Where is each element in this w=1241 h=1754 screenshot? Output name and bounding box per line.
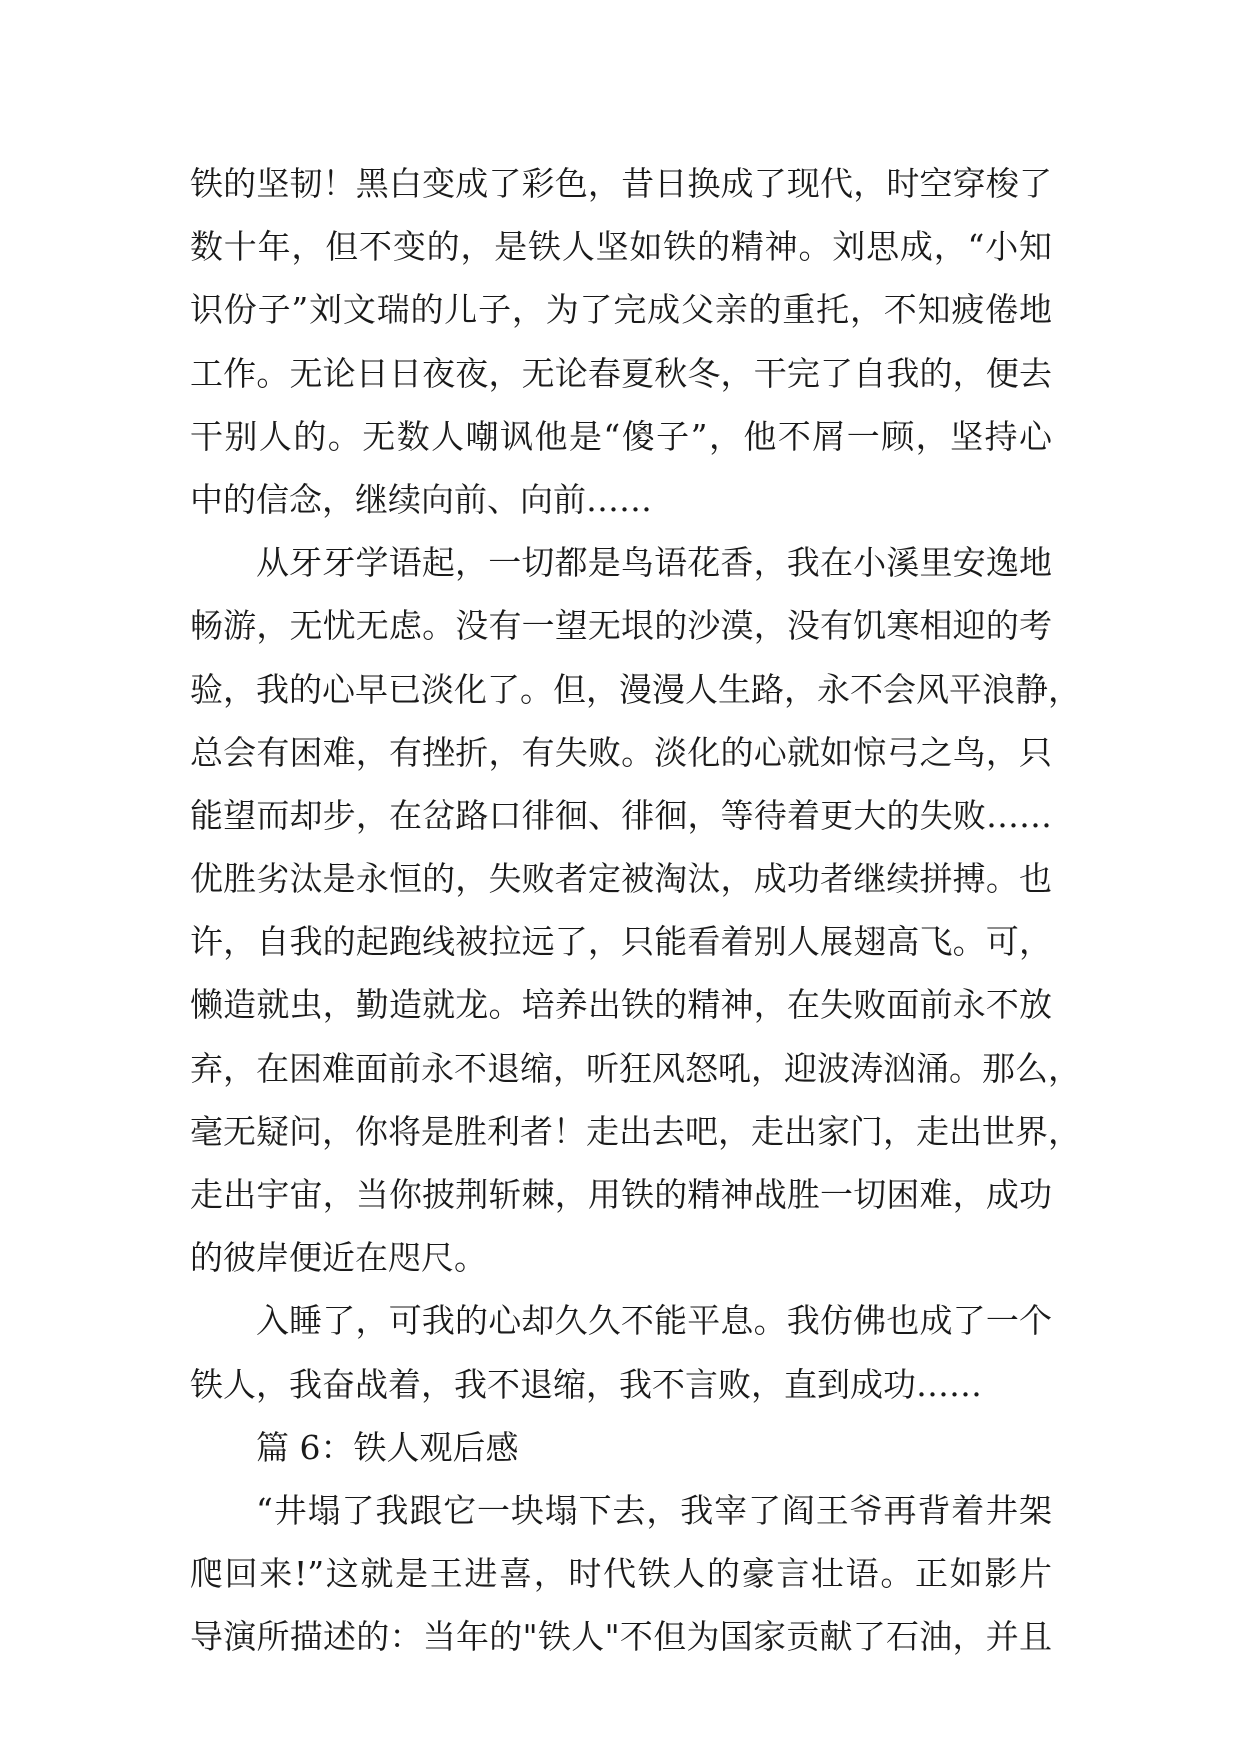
text-line: 导演所描述的：当年的"铁人"不但为国家贡献了石油，并且 <box>190 1617 1052 1657</box>
section-heading: 篇 6：铁人观后感 <box>256 1427 519 1467</box>
text-line: 识份子”刘文瑞的儿子，为了完成父亲的重托，不知疲倦地 <box>190 290 1052 330</box>
text-line: 弃，在困难面前永不退缩，听狂风怒吼，迎波涛汹涌。那么， <box>190 1048 1081 1088</box>
paragraph-first-line: 从牙牙学语起，一切都是鸟语花香，我在小溪里安逸地 <box>256 543 1052 583</box>
text-line: 工作。无论日日夜夜，无论春夏秋冬，干完了自我的，便去 <box>190 353 1052 393</box>
text-line: 铁人，我奋战着，我不退缩，我不言败，直到成功…… <box>190 1364 982 1404</box>
text-line: 畅游，无忧无虑。没有一望无垠的沙漠，没有饥寒相迎的考 <box>190 606 1052 646</box>
text-line: 验，我的心早已淡化了。但，漫漫人生路，永不会风平浪静， <box>190 669 1081 709</box>
text-line: 爬回来!”这就是王进喜，时代铁人的豪言壮语。正如影片 <box>190 1554 1052 1594</box>
text-line: 铁的坚韧！黑白变成了彩色，昔日换成了现代，时空穿梭了 <box>190 164 1052 203</box>
text-line: 的彼岸便近在咫尺。 <box>190 1238 487 1278</box>
text-line: 干别人的。无数人嘲讽他是“傻子”，他不屑一顾，坚持心 <box>190 416 1052 456</box>
text-line: 优胜劣汰是永恒的，失败者定被淘汰，成功者继续拼搏。也 <box>190 859 1052 899</box>
text-line: 能望而却步，在岔路口徘徊、徘徊，等待着更大的失败…… <box>190 795 1052 835</box>
paragraph-first-line: “井塌了我跟它一块塌下去，我宰了阎王爷再背着井架 <box>256 1490 1052 1530</box>
text-line: 总会有困难，有挫折，有失败。淡化的心就如惊弓之鸟，只 <box>190 732 1052 772</box>
text-line: 许，自我的起跑线被拉远了，只能看着别人展翅高飞。可， <box>190 922 1052 962</box>
text-line: 数十年，但不变的，是铁人坚如铁的精神。刘思成，“小知 <box>190 227 1052 267</box>
text-line: 走出宇宙，当你披荆斩棘，用铁的精神战胜一切困难，成功 <box>190 1175 1052 1214</box>
paragraph-first-line: 入睡了，可我的心却久久不能平息。我仿佛也成了一个 <box>256 1301 1052 1341</box>
text-line: 毫无疑问，你将是胜利者！走出去吧，走出家门，走出世界， <box>190 1111 1081 1151</box>
text-line: 中的信念，继续向前、向前…… <box>190 479 652 519</box>
article-body <box>190 152 1081 1669</box>
text-line: 懒造就虫，勤造就龙。培养出铁的精神，在失败面前永不放 <box>190 985 1052 1025</box>
